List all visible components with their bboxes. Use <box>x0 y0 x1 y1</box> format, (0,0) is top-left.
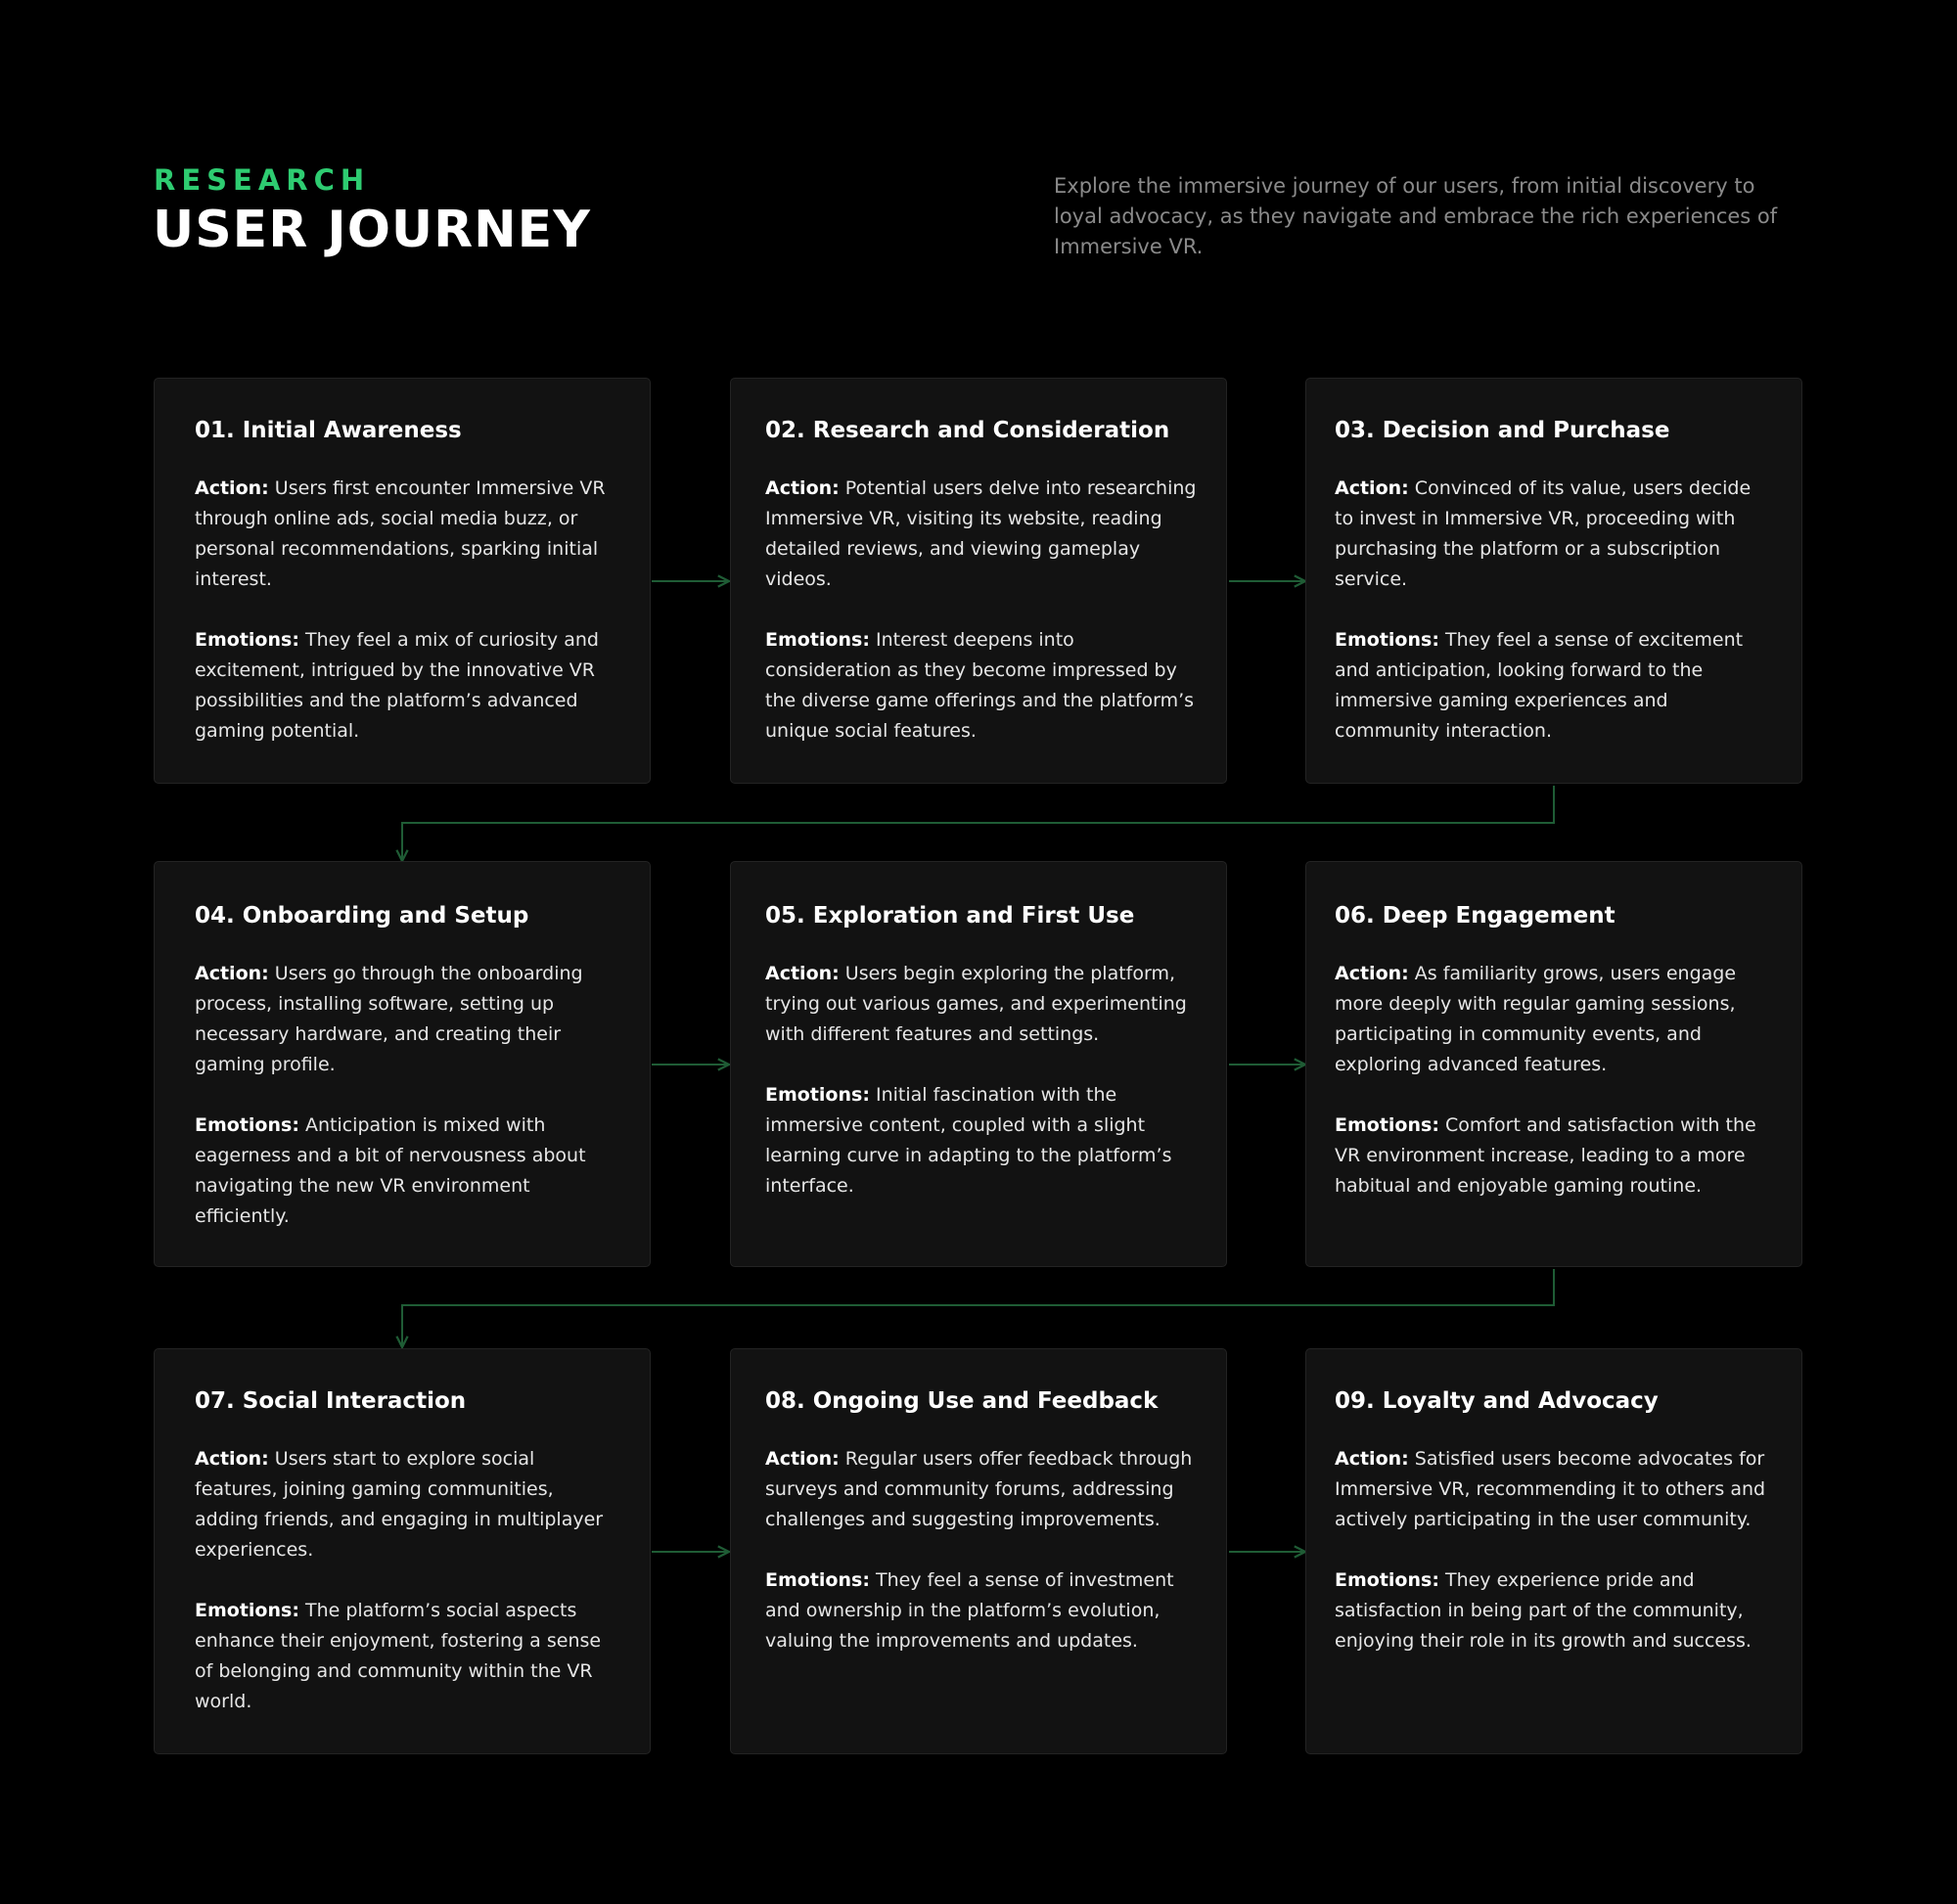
stage-title: 07. Social Interaction <box>195 1388 467 1414</box>
action-label: Action: <box>1335 962 1409 984</box>
stage-card-01 <box>154 378 651 784</box>
stage-emotions <box>1335 1565 1772 1656</box>
action-label: Action: <box>1335 1447 1409 1470</box>
action-text: Users start to explore social features, joining gaming communities, adding friends, and engaging in multiplayer experiences. <box>195 1447 604 1561</box>
emotions-text: Interest deepens into consideration as they become impressed by the diverse game offerings and the platform’s unique social features. <box>765 628 1195 742</box>
stage-title: 09. Loyalty and Advocacy <box>1335 1388 1659 1414</box>
stage-title: 06. Deep Engagement <box>1335 903 1616 929</box>
stage-card-07 <box>154 1348 651 1754</box>
stage-action <box>195 474 620 595</box>
action-text: Users first encounter Immersive VR through online ads, social media buzz, or personal recommendations, sparking initial interest. <box>195 476 606 590</box>
stage-emotions <box>765 625 1197 747</box>
stage-action <box>1335 1444 1772 1535</box>
emotions-label: Emotions: <box>1335 628 1439 651</box>
stage-title: 02. Research and Consideration <box>765 418 1170 443</box>
stage-action <box>765 1444 1197 1535</box>
emotions-label: Emotions: <box>765 628 870 651</box>
connector-06-07 <box>402 1269 1554 1347</box>
stage-emotions <box>1335 625 1772 747</box>
header-eyebrow: RESEARCH <box>154 163 371 197</box>
stage-title: 08. Ongoing Use and Feedback <box>765 1388 1159 1414</box>
page-title: USER JOURNEY <box>153 201 591 259</box>
emotions-text: They feel a sense of investment and ownership in the platform’s evolution, valuing the improvements and updates. <box>765 1568 1174 1652</box>
emotions-label: Emotions: <box>195 628 299 651</box>
emotions-label: Emotions: <box>1335 1113 1439 1136</box>
action-label: Action: <box>195 1447 269 1470</box>
stage-emotions <box>195 625 620 747</box>
stage-card-06 <box>1305 861 1802 1267</box>
emotions-label: Emotions: <box>195 1113 299 1136</box>
page-description: Explore the immersive journey of our users, from initial discovery to loyal advocacy, as they navigate and embrace the rich experiences of Immersive VR. <box>1054 174 1778 258</box>
emotions-label: Emotions: <box>765 1568 870 1591</box>
connector-03-04 <box>402 786 1554 861</box>
stage-emotions <box>195 1111 620 1232</box>
emotions-text: Anticipation is mixed with eagerness and a bit of nervousness about navigating the new VR environment efficiently. <box>195 1113 586 1227</box>
action-text: Regular users offer feedback through surveys and community forums, addressing challenges and suggesting improvements. <box>765 1447 1193 1530</box>
stage-card-04 <box>154 861 651 1267</box>
emotions-text: The platform’s social aspects enhance their enjoyment, fostering a sense of belonging and community within the VR world. <box>195 1599 602 1712</box>
action-label: Action: <box>195 476 269 499</box>
stage-title: 03. Decision and Purchase <box>1335 418 1670 443</box>
emotions-text: They feel a mix of curiosity and excitement, intrigued by the innovative VR possibilities and the platform’s advanced gaming potential. <box>195 628 599 742</box>
stage-action <box>195 1444 620 1565</box>
stage-action <box>1335 959 1772 1080</box>
action-text: Users go through the onboarding process, installing software, setting up necessary hardware, and creating their gaming profile. <box>195 962 583 1075</box>
action-text: Satisfied users become advocates for Immersive VR, recommending it to others and actively participating in the user community. <box>1335 1447 1766 1530</box>
emotions-text: They feel a sense of excitement and anticipation, looking forward to the immersive gaming experiences and community interaction. <box>1335 628 1744 742</box>
emotions-label: Emotions: <box>1335 1568 1439 1591</box>
emotions-label: Emotions: <box>195 1599 299 1621</box>
stage-card-05 <box>730 861 1227 1267</box>
action-label: Action: <box>765 1447 840 1470</box>
action-label: Action: <box>195 962 269 984</box>
stage-title: 04. Onboarding and Setup <box>195 903 529 929</box>
stage-card-03 <box>1305 378 1802 784</box>
stage-title: 01. Initial Awareness <box>195 418 462 443</box>
action-text: Users begin exploring the platform, trying out various games, and experimenting with different features and settings. <box>765 962 1187 1045</box>
action-text: Potential users delve into researching Immersive VR, visiting its website, reading detailed reviews, and viewing gameplay videos. <box>765 476 1197 590</box>
action-text: Convinced of its value, users decide to invest in Immersive VR, proceeding with purchasing the platform or a subscription service. <box>1335 476 1752 590</box>
emotions-label: Emotions: <box>765 1083 870 1106</box>
stage-action <box>765 959 1197 1050</box>
action-label: Action: <box>765 962 840 984</box>
stage-emotions <box>765 1080 1197 1201</box>
stage-card-02 <box>730 378 1227 784</box>
stage-emotions <box>765 1565 1197 1656</box>
stage-emotions <box>195 1596 620 1717</box>
action-text: As familiarity grows, users engage more deeply with regular gaming sessions, participating in community events, and exploring advanced features. <box>1335 962 1737 1075</box>
stage-card-09 <box>1305 1348 1802 1754</box>
stage-card-08 <box>730 1348 1227 1754</box>
action-label: Action: <box>1335 476 1409 499</box>
stage-title: 05. Exploration and First Use <box>765 903 1135 929</box>
emotions-text: They experience pride and satisfaction in being part of the community, enjoying their role in its growth and success. <box>1335 1568 1752 1652</box>
stage-action <box>1335 474 1772 595</box>
emotions-text: Comfort and satisfaction with the VR environment increase, leading to a more habitual and enjoyable gaming routine. <box>1335 1113 1756 1197</box>
stage-action <box>765 474 1197 595</box>
action-label: Action: <box>765 476 840 499</box>
stage-action <box>195 959 620 1080</box>
stage-emotions <box>1335 1111 1772 1201</box>
emotions-text: Initial fascination with the immersive content, coupled with a slight learning curve in adapting to the platform’s interface. <box>765 1083 1172 1197</box>
